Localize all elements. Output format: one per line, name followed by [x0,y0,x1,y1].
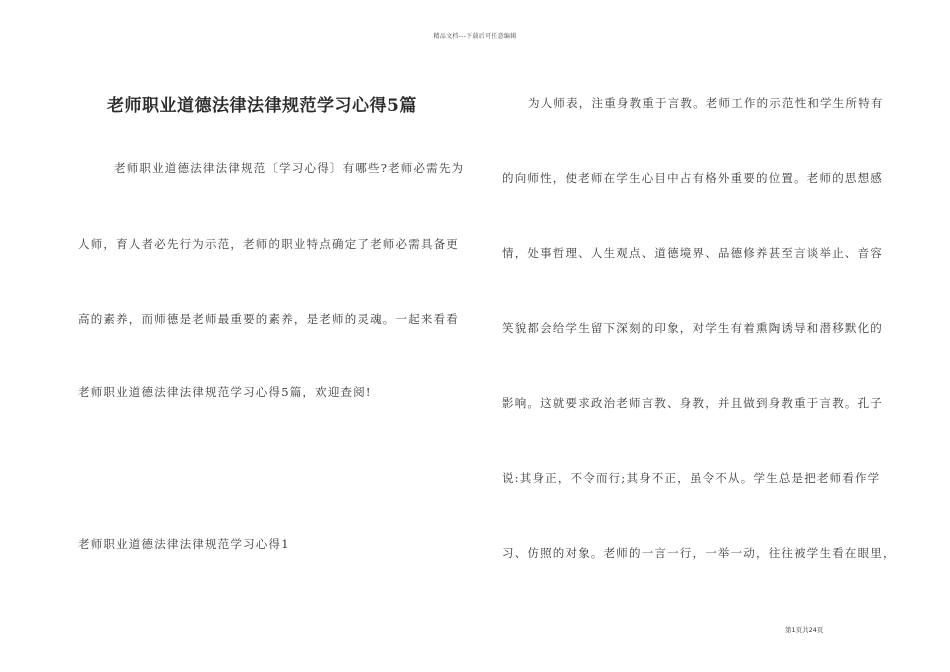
paragraph-line: 人师，育人者必先行为示范，老师的职业特点确定了老师必需具备更 [78,237,459,251]
paragraph-line: 习、仿照的对象。老师的一言一行，一举一动，往往被学生看在眼里， [502,546,896,560]
header-note: 精品文档---下载后可任意编辑 [433,33,517,40]
paragraph-line: 情，处事哲理、人生观点、道德境界、品德修养甚至言谈举止、音容 [502,246,883,260]
paragraph-line: 老师职业道德法律法律规范学习心得5篇，欢迎查阅! [78,385,372,399]
paragraph-line: 高的素养，而师德是老师最重要的素养，是老师的灵魂。一起来看看 [78,312,459,326]
paragraph-line: 笑貌都会给学生留下深刻的印象，对学生有着熏陶诱导和潜移默化的 [502,321,883,335]
paragraph-line: 为人师表，注重身教重于言教。老师工作的示范性和学生所特有 [528,96,884,110]
document-title: 老师职业道德法律法律规范学习心得5篇 [107,96,417,116]
paragraph-line: 影响。这就要求政治老师言教、身教，并且做到身教重于言教。孔子 [502,396,883,410]
page-number: 第1页共24页 [785,626,824,634]
paragraph-line: 老师职业道德法律法律规范〔学习心得〕有哪些?老师必需先为 [114,161,465,175]
paragraph-line: 的向师性，使老师在学生心目中占有格外重要的位置。老师的思想感 [502,171,883,185]
paragraph-line: 说:其身正，不令而行;其身不正，虽令不从。学生总是把老师看作学 [502,471,881,485]
section-heading: 老师职业道德法律法律规范学习心得1 [78,537,290,551]
